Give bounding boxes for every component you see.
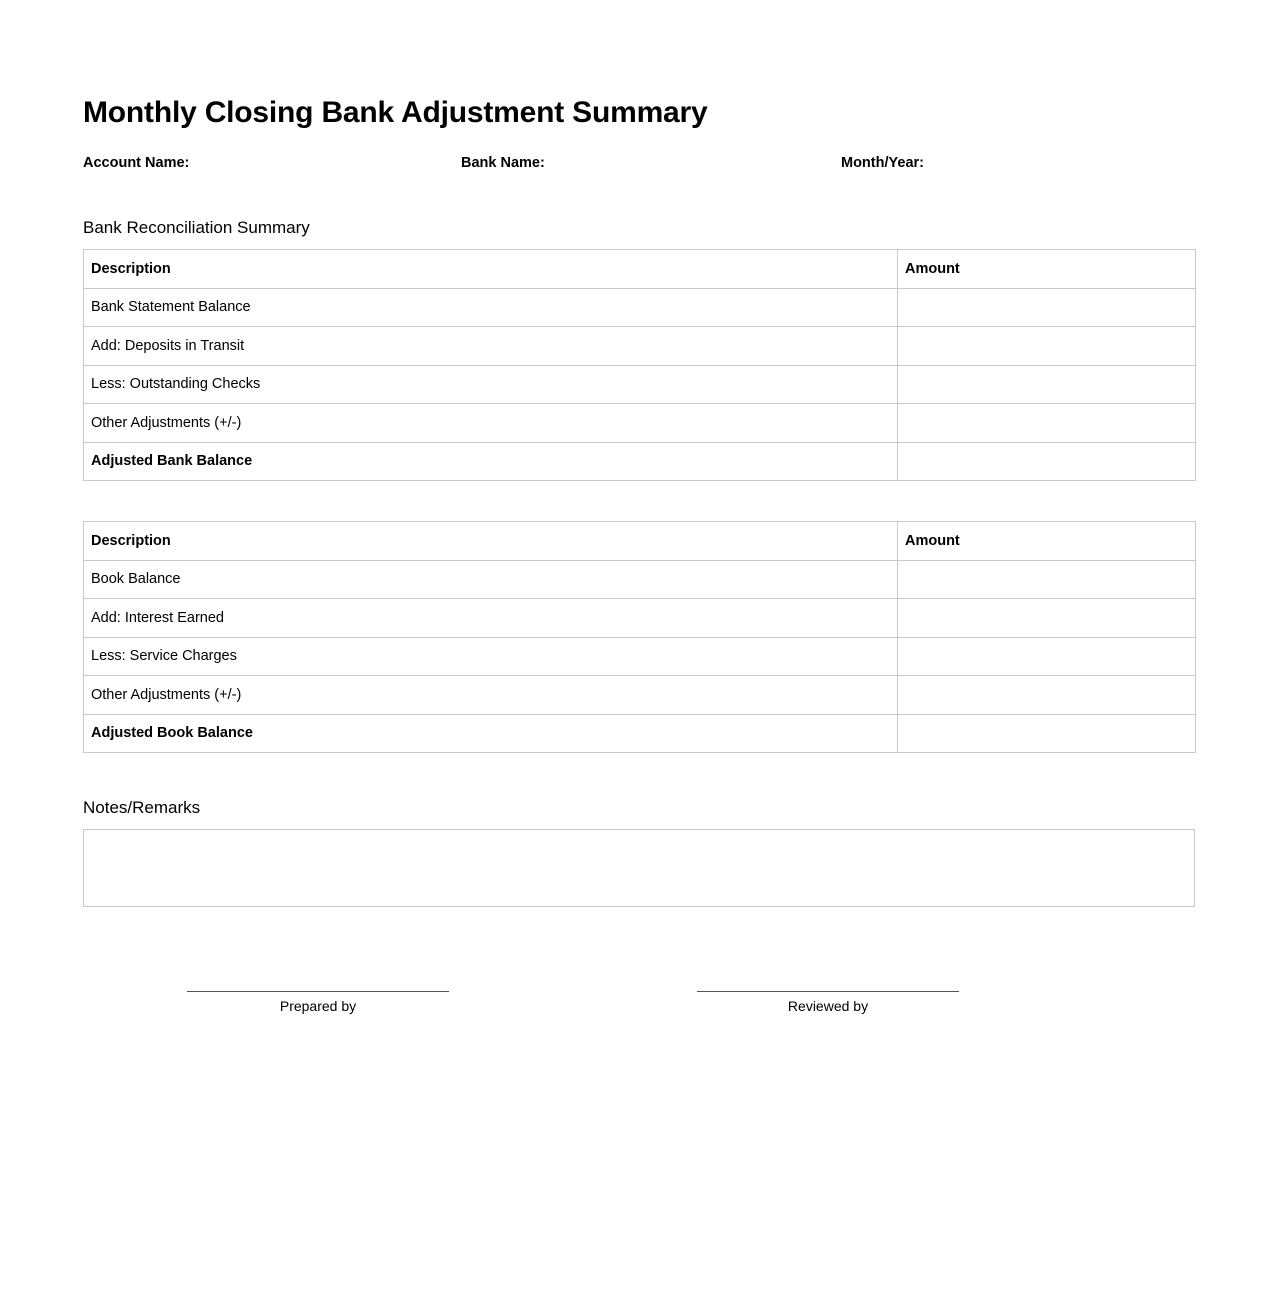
bank-reconciliation-table <box>83 249 1196 481</box>
column-header-amount: Amount <box>898 522 1196 561</box>
table-row <box>84 288 1196 327</box>
reviewed-by-signature-line[interactable] <box>697 991 959 992</box>
month-year-field[interactable]: Month/Year: <box>841 155 924 171</box>
reviewed-by-block <box>593 991 1063 1014</box>
document-meta-row <box>83 155 1195 171</box>
row-label: Less: Service Charges <box>84 637 898 676</box>
book-reconciliation-table <box>83 521 1196 753</box>
amount-cell[interactable] <box>898 560 1196 599</box>
notes-heading: Notes/Remarks <box>83 798 201 817</box>
table-row <box>84 560 1196 599</box>
table-row-total <box>84 442 1196 481</box>
table-row <box>84 327 1196 366</box>
table-row <box>84 676 1196 715</box>
table-row <box>84 599 1196 638</box>
amount-cell[interactable] <box>898 637 1196 676</box>
row-label: Add: Interest Earned <box>84 599 898 638</box>
amount-cell[interactable] <box>898 288 1196 327</box>
prepared-by-block <box>83 991 553 1014</box>
row-label: Bank Statement Balance <box>84 288 898 327</box>
row-label: Other Adjustments (+/-) <box>84 676 898 715</box>
table-spacer <box>83 481 1195 521</box>
row-label: Less: Outstanding Checks <box>84 365 898 404</box>
prepared-by-label: Prepared by <box>279 998 357 1014</box>
table-row <box>84 365 1196 404</box>
reviewed-by-label: Reviewed by <box>787 998 869 1014</box>
column-header-amount: Amount <box>898 250 1196 289</box>
amount-cell[interactable] <box>898 599 1196 638</box>
column-header-description: Description <box>84 250 898 289</box>
amount-cell[interactable] <box>898 327 1196 366</box>
prepared-by-signature-line[interactable] <box>187 991 449 992</box>
table-header-row <box>84 250 1196 289</box>
notes-input[interactable] <box>83 829 1195 907</box>
row-label: Book Balance <box>84 560 898 599</box>
row-label-total: Adjusted Bank Balance <box>84 442 898 481</box>
table-header-row <box>84 522 1196 561</box>
amount-cell-total[interactable] <box>898 714 1196 753</box>
bank-reconciliation-heading: Bank Reconciliation Summary <box>83 218 310 237</box>
amount-cell[interactable] <box>898 676 1196 715</box>
table-row <box>84 404 1196 443</box>
amount-cell[interactable] <box>898 404 1196 443</box>
amount-cell-total[interactable] <box>898 442 1196 481</box>
row-label: Other Adjustments (+/-) <box>84 404 898 443</box>
page-title: Monthly Closing Bank Adjustment Summary <box>83 96 708 129</box>
table-row-total <box>84 714 1196 753</box>
column-header-description: Description <box>84 522 898 561</box>
account-name-field[interactable]: Account Name: <box>83 155 190 171</box>
signature-area <box>83 991 1195 1014</box>
bank-name-field[interactable]: Bank Name: <box>461 155 545 171</box>
row-label-total: Adjusted Book Balance <box>84 714 898 753</box>
amount-cell[interactable] <box>898 365 1196 404</box>
row-label: Add: Deposits in Transit <box>84 327 898 366</box>
table-row <box>84 637 1196 676</box>
